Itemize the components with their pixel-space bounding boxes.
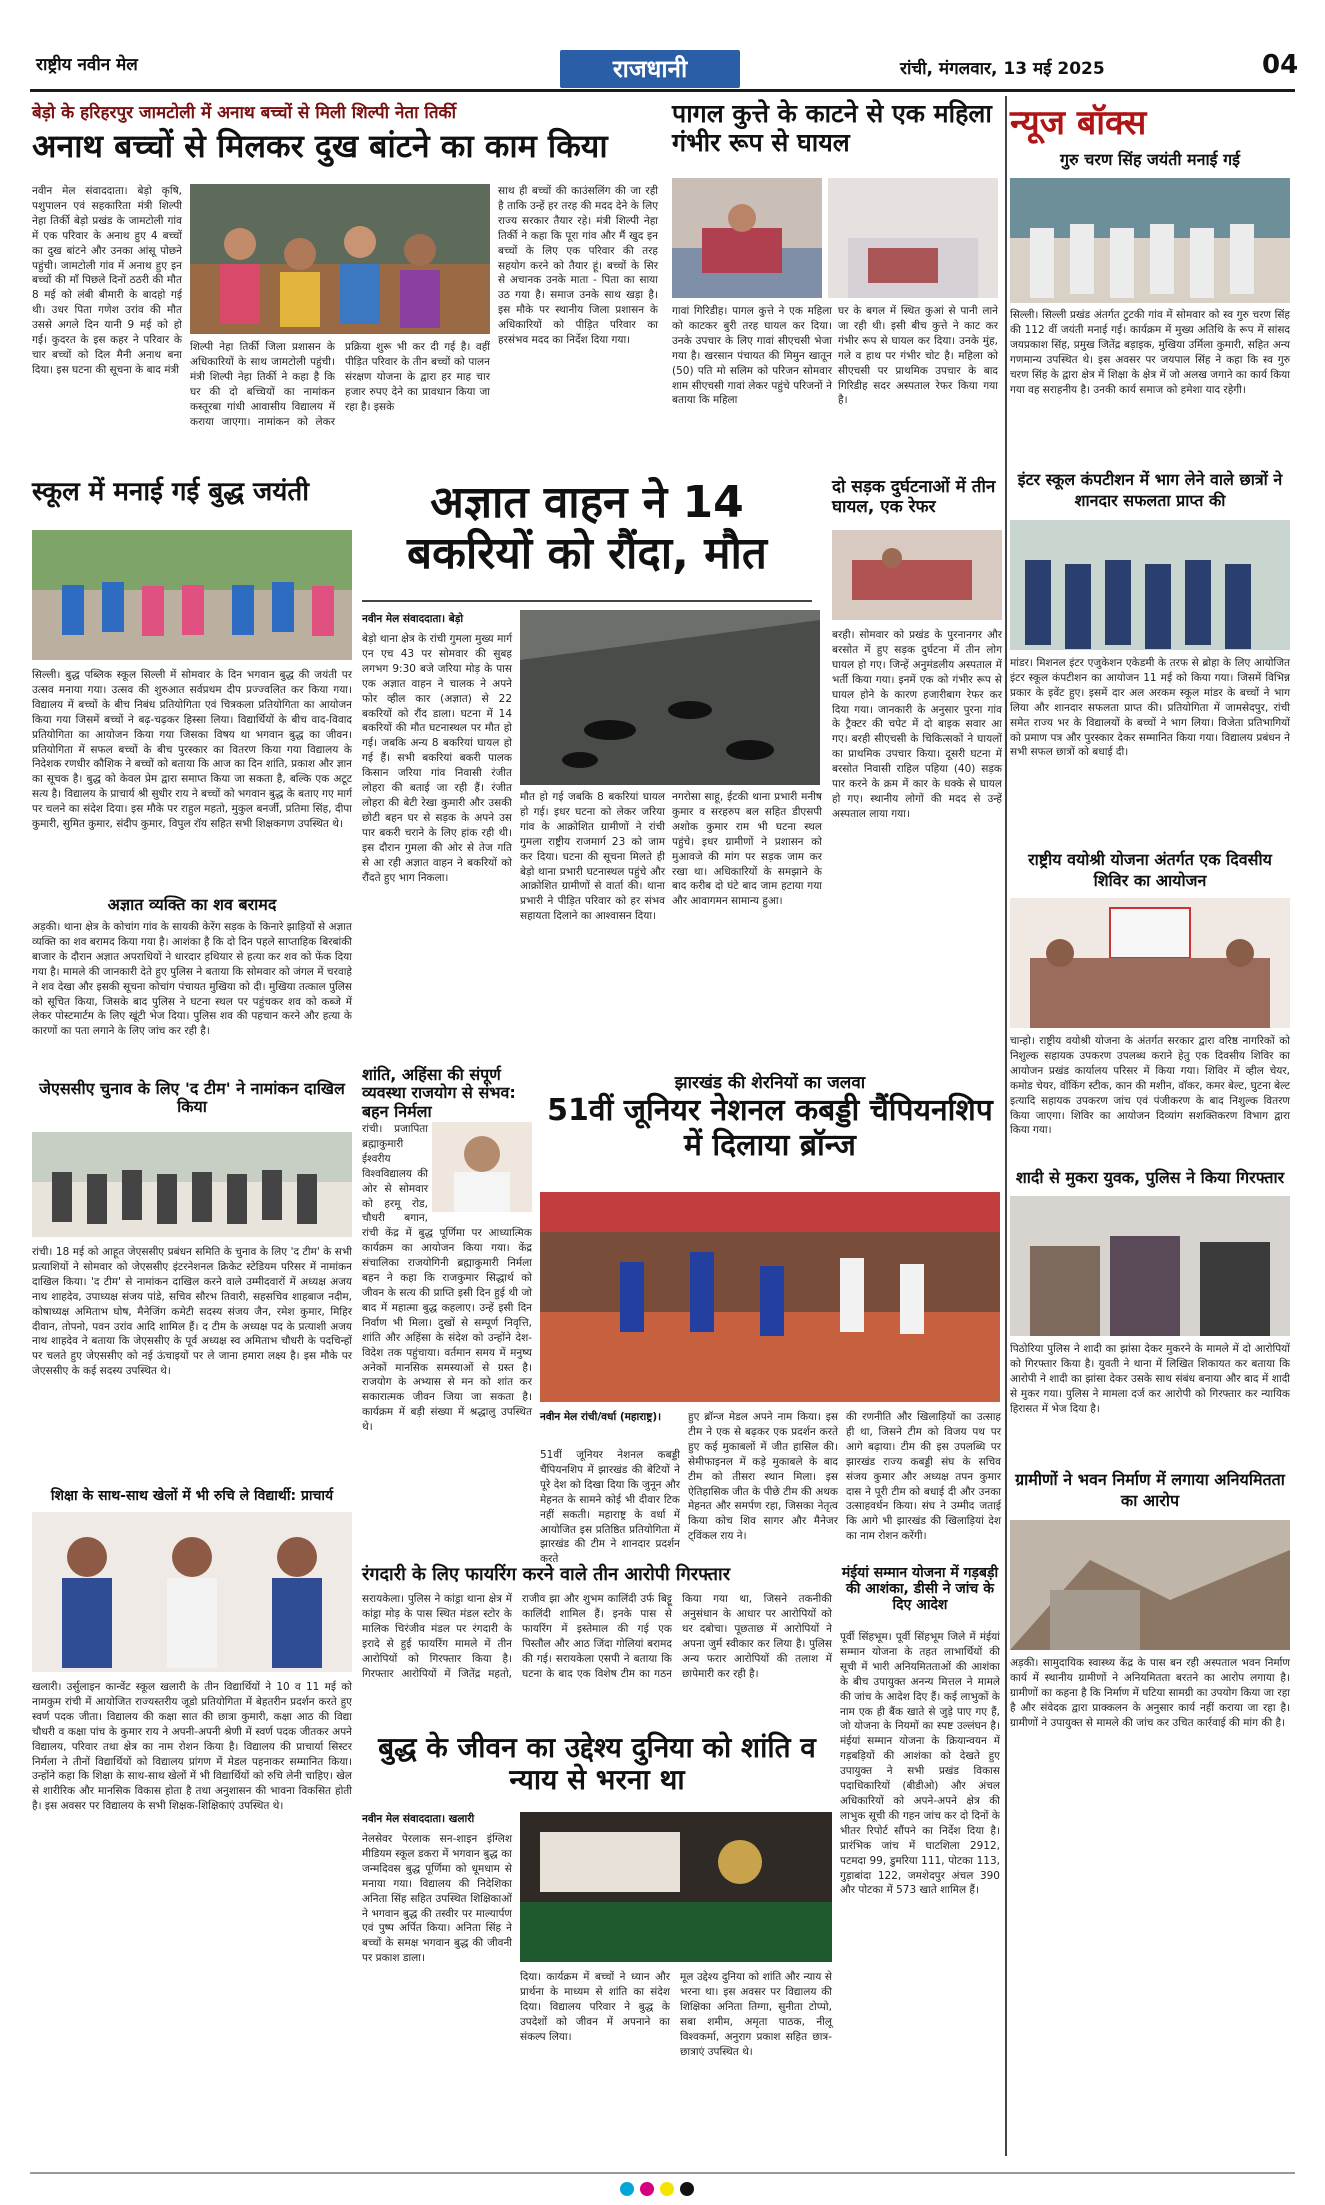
dateline: रांची, मंगलवार, 13 मई 2025 [900, 59, 1105, 79]
black-dot-icon [680, 2182, 694, 2196]
newsbox-item-5-headline: ग्रामीणों ने भवन निर्माण में लगाया अनियमितता का आरोप [1015, 1470, 1285, 1510]
newsbox-item-5-photo [1010, 1520, 1290, 1650]
orphans-body-col3: साथ ही बच्चों की काउंसलिंग की जा रही है ताकि उन्हें हर तरह की मदद देने के लिए राज्य सरकार तैयार रहे। मंत्री शिल्पी नेहा तिर्की ने कहा कि पूरा गांव और मैं खुद इन बच्चों के लिए एक परिवार की तरह सहयोग करने को तैयार हूं। बच्चों के सिर से अचानक उनके माता - पिता का साया उठ गया है। समाज उनके साथ खड़ा है। इस मौके पर स्थानीय जिला प्रशासन के अधिकारियों को पीड़ित परिवार का हरसंभव मदद का निर्देश दिया गया। [498, 185, 658, 347]
newsbox-item-1-body: सिल्ली। सिल्ली प्रखंड अंतर्गत टुटकी गांव में सोमवार को स्व गुरु चरण सिंह की 112 वीं जयंती मनाई गई। कार्यक्रम में मुख्य अतिथि के रूप में सांसद जयप्रकाश सिंह, प्रमुख जितेंद्र बड़ाइक, मुखिया उर्मिला कुमारी, सहित अन्य गणमान्य उपस्थित थे। इस अवसर पर जयपाल सिंह ने कहा कि स्व गुरु चरण सिंह के द्वारा क्षेत्र में शिक्षा के क्षेत्र में जो अलख जगाने का कार्य किया गया वह सराहनीय है। उनकी कार्य समाज को हमेशा याद रहेगी। [1010, 309, 1290, 396]
jsca-headline: जेएससीए चुनाव के लिए 'द टीम' ने नामांकन दाखिल किया [39, 1079, 345, 1117]
goats-byline: नवीन मेल संवाददाता। बेड़ो [362, 613, 464, 625]
kabaddi-kicker: झारखंड की शेरनियों का जलवा [674, 1073, 866, 1093]
cyan-dot-icon [620, 2182, 634, 2196]
section-label: राजधानी [560, 50, 740, 88]
body-found-headline: अज्ञात व्यक्ति का शव बरामद [107, 895, 277, 914]
dog-body-col1: गावां गिरिडीह। पागल कुत्ते ने एक महिला को काटकर बुरी तरह घायल कर दिया। उनके उपचार के लिए गावां सीएचसी भेजा गया है। खरसान पंचायत की मिमुन खातून (50) पति मो सलिम को परिजन सोमवार शाम सीएचसी गावां लेकर पहुंचे परिजनों ने बताया कि महिला [672, 305, 832, 407]
accidents-photo [832, 530, 1002, 620]
dog-photo [672, 178, 822, 298]
newsbox-item-3-photo [1010, 898, 1290, 1028]
buddha-life-body-col3: मूल उद्देश्य दुनिया को शांति और न्याय से भरना था। इस अवसर पर विद्यालय की शिक्षिका अनिता तिग्गा, सुनीता टोप्पो, सबा शमीम, अमृता पाठक, नीलू विश्वकर्मा, अनुराग प्रकाश सहित छात्र-छात्राएं उपस्थित थे। [680, 1971, 832, 2058]
buddha-school-body: सिल्ली। बुद्ध पब्लिक स्कूल सिल्ली में सोमवार के दिन भगवान बुद्ध की जयंती पर उत्सव मनाया गया। उत्सव की शुरुआत सर्वप्रथम दीप प्रज्ज्वलित कर किया गया। विद्यालय में बच्चों के बीच निबंध प्रतियोगिता एवं चित्रकला प्रतियोगिता का आयोजन किया गया जिसमें बच्चों ने बढ़-चढ़कर हिस्सा लिया। विद्यार्थियों के बीच वाद-विवाद प्रतियोगिता का आयोजन किया गया जिसका विषय था भगवान बुद्ध का जीवन। प्रतियोगिता में सफल बच्चों के बीच पुरस्कार का वितरण किया गया विद्यालय के निदेशक रणधीर कौशिक ने बच्चों को बताया कि आज का दिन शांति, प्रकाश और ज्ञान का सूचक है। बुद्ध को केवल प्रेम द्वारा समाप्त किया जा सकता है, बल्कि एक अटूट सत्य है। विद्यालय के प्राचार्य श्री सुधीर राय ने बच्चों को भगवान बुद्ध के बताए गए मार्ग पर चलने का संदेश दिया। इस मौके पर राहुल महतो, मुकुल बनर्जी, प्रतिमा सिंह, दीपा कुमारी, सुमित कुमार, संदीप कुमार, विपुल रॉय सहित सभी शिक्षकगण उपस्थित थे। [32, 669, 352, 831]
footer-rule [30, 2172, 1295, 2174]
firing-body: सरायकेला। पुलिस ने कांड्रा थाना क्षेत्र में कांड्रा मोड़ के पास स्थित मंडल स्टोर के मालिक चिरंजीव मंडल पर रंगदारी के इरादे से हुई फायरिंग मामले में तीन आरोपियों को गिरफ्तार किया है। गिरफ्तार आरोपियों में जितेंद्र महतो, राजीव झा और शुभम कालिंदी उर्फ बिट्टू कालिंदी शामिल हैं। इनके पास से फायरिंग में इस्तेमाल की गई एक पिस्तौल और आठ जिंदा गोलियां बरामद की गई। सरायकेला एसपी ने बताया कि घटना के बाद एक विशेष टीम का गठन किया गया था, जिसने तकनीकी अनुसंधान के आधार पर आरोपियों को धर दबोचा। पूछताछ में आरोपियों ने अपना जुर्म स्वीकार कर लिया है। पुलिस अन्य फरार आरोपियों की तलाश में छापेमारी कर रही है। [362, 1593, 832, 1680]
buddha-life-headline: बुद्ध के जीवन का उद्देश्य दुनिया को शांति व न्याय से भरना था [378, 1731, 816, 1797]
newsbox-item-2-photo [1010, 520, 1290, 650]
buddha-life-byline: नवीन मेल संवाददाता। खलारी [362, 1813, 475, 1825]
buddha-life-body-col1: नेलसेवर पेरलाक सन-शाइन इंग्लिश मीडियम स्कूल डकरा में भगवान बुद्ध का जन्मदिवस बुद्ध पूर्णिमा को धूमधाम से मनाया गया। विद्यालय की निदेशिका अनिता सिंह सहित उपस्थित शिक्षिकाओं ने भगवान बुद्ध की तस्वीर पर माल्यार्पण एवं पुष्प अर्पित किया। अनिता सिंह ने बच्चों के समक्ष भगवान बुद्ध की जीवनी पर प्रकाश डाला। [362, 1833, 512, 1965]
students-body: खलारी। उर्सुलाइन कान्वेंट स्कूल खलारी के तीन विद्यार्थियों ने 10 व 11 मई को नामकुम रांची में आयोजित राज्यस्तरीय जूडो प्रतियोगिता में बेहतरीन प्रदर्शन करते हुए स्वर्ण पदक जीता। विद्यालय की कक्षा सात की छात्रा कुमारी, कक्षा आठ की विद्या चौधरी व कक्षा पांच के कुमार राय ने अपनी-अपनी श्रेणी में स्वर्ण पदक जीतकर अपने विद्यालय, परिवार तथा क्षेत्र का नाम रोशन किया है। विद्यालय की प्राचार्या सिस्टर निर्मला ने तीनों विद्यार्थियों को विद्यालय प्रांगण में मेडल पहनाकर सम्मानित किया। उन्होंने कहा कि शिक्षा के साथ-साथ खेलों में भी विद्यार्थियों को रुचि लेनी चाहिए। खेल से शारीरिक और मानसिक विकास होता है तथा अनुशासन की भावना विकसित होती है। इस अवसर पर विद्यालय के सभी शिक्षक-शिक्षिकाएं उपस्थित थे। [32, 1681, 352, 1813]
body-found-body: अड़की। थाना क्षेत्र के कोचांग गांव के सायकी केरेंग सड़क के किनारे झाड़ियों से अज्ञात व्यक्ति का शव बरामद किया गया है। आशंका है कि दो दिन पहले साप्ताहिक बिरबांकी बाजार के दौरान अज्ञात अपराधियों ने धारदार हथियार से हत्या कर शव को फेंक दिया गया है। मामले की जानकारी देते हुए पुलिस ने बताया कि सोमवार को जंगल में चरवाहे ने शव देखा और इसकी सूचना कोचांग पंचायत मुखिया को दी। मुखिया तत्काल पुलिस को सूचित किया, जिसके बाद पुलिस ने घटना स्थल पर पहुंचकर शव को कब्जे में लेकर पोस्टमार्टम के लिए खूंटी भेज दिया। पुलिस शव की पहचान करने और हत्या के कारणों का पता लगाने के लिए जांच कर रही है। [32, 921, 352, 1038]
kabaddi-photo [540, 1192, 1000, 1402]
newsbox-item-4-body: पिठोरिया पुलिस ने शादी का झांसा देकर मुकरने के मामले में दो आरोपियों को गिरफ्तार किया है। युवती ने थाना में लिखित शिकायत कर बताया कि आरोपी ने शादी का झांसा देकर उसके साथ संबंध बनाया और बाद में शादी से मुकर गया। पुलिस ने मामला दर्ज कर आरोपी को गिरफ्तार कर न्यायिक हिरासत में भेज दिया है। [1010, 1343, 1290, 1415]
newsbox-item-3-body: चान्हो। राष्ट्रीय वयोश्री योजना के अंतर्गत सरकार द्वारा वरिष्ठ नागरिकों को निशुल्क सहायक उपकरण उपलब्ध कराने हेतु एक दिवसीय शिविर का आयोजन प्रखंड कार्यालय परिसर में किया गया। शिविर में व्हील चेयर, कमोड चेयर, वॉकिंग स्टीक, कान की मशीन, वॉकर, कमर बेल्ट, घुटना बेल्ट इत्यादि सहायक उपकरण जांच एवं पंजीकरण के बाद निशुल्क वितरण किया जाएगा। शिविर का आयोजन दिव्यांग सशक्तिकरण विभाग द्वारा किया गया। [1010, 1035, 1290, 1137]
newsbox-item-2-headline: इंटर स्कूल कंपटीशन में भाग लेने वाले छात्रों ने शानदार सफलता प्राप्त की [1017, 470, 1283, 510]
goats-body-col3: नगरोसा साहू, ईटकी थाना प्रभारी मनीष कुमार व सरहरुप बल सहित डीएसपी अशोक कुमार राम भी घटना स्थल पहुंचे। इधर ग्रामीणों ने प्रशासन को मुआवजे की मांग पर सड़क जाम कर रखा था। अधिकारियों के समझाने के बाद करीब दो घंटे बाद जाम हटाया गया और आवागमन सामान्य हुआ। [672, 791, 822, 908]
goats-photo [520, 610, 820, 785]
newsbox-item-4-photo [1010, 1196, 1290, 1336]
orphans-kicker: बेड़ो के हरिहरपुर जामटोली में अनाथ बच्चों से मिली शिल्पी नेता तिर्की [32, 103, 456, 123]
newsbox-item-1-headline: गुरु चरण सिंह जयंती मनाई गई [1060, 150, 1240, 169]
goats-body-col1: बेड़ो थाना क्षेत्र के रांची गुमला मुख्य मार्ग एन एच 43 पर सोमवार की सुबह लगभग 9:30 बजे जरिया मोड़ के पास एक अज्ञात वाहन ने चालक ने अपने फोर व्हील कार (अज्ञात) से 22 बकरियों को रौंद डाला। घटना में 14 बकरियों की मौत घटनास्थल पर मौत हो गई। जबकि अन्य 8 बकरियां घायल हो गई हैं। सभी बकरियां बकरी पालक किसान जरिया गांव निवासी रंजीत लोहरा की बताई जा रही हैं। रंजीत लोहरा की बेटी रेखा कुमारी और उसकी छोटी बहन घर से सड़क के अपने उस पार बकरी चराने के लिए हांक रही थी। इस दौरान गुमला की ओर से तेज गति से आ रही अज्ञात वाहन ने बकरियों को रौंदते हुए भाग निकला। [362, 633, 512, 884]
newsbox-item-3-headline: राष्ट्रीय वयोश्री योजना अंतर्गत एक दिवसीय शिविर का आयोजन [1028, 850, 1272, 890]
dog-body-col2: घर के बगल में स्थित कुआं से पानी लाने जा रही थी। इसी बीच कुत्ते ने काट कर गंभीर रूप से घायल कर दिया। उनके मुंह, गले व हाथ पर गंभीर चोट है। महिला को सीएचसी पर प्राथमिक उपचार के बाद गिरिडीह सदर अस्पताल रेफर किया गया है। [838, 305, 998, 407]
newspaper-brand: राष्ट्रीय नवीन मेल [36, 55, 138, 75]
buddha-school-headline: स्कूल में मनाई गई बुद्ध जयंती [32, 477, 309, 507]
maiyan-body: पूर्वी सिंहभूम। पूर्वी सिंहभूम जिले में मंईयां सम्मान योजना के तहत लाभार्थियों की सूची में भारी अनियमितताओं की आशंका के बीच उपायुक्त अनन्य मित्तल ने मामले की जांच के आदेश दिए हैं। कई लाभुकों के नाम एक ही बैंक खाते से जुड़े पाए गए हैं, जो योजना के नियमों का स्पष्ट उल्लंघन है। मंईयां सम्मान योजना के क्रियान्वयन में गड़बड़ियों की आशंका को देखते हुए उपायुक्त ने सभी प्रखंड विकास पदाधिकारियों (बीडीओ) और अंचल अधिकारियों को अपने-अपने क्षेत्र की लाभुक सूची की गहन जांच कर दो दिनों के भीतर रिपोर्ट सौंपने का निर्देश दिया है। प्रारंभिक जांच में घाटशिला 2912, पटमदा 99, डुमरिया 111, पोटका 113, गुड़ाबांदा 122, जमशेदपुर अंचल 390 और पोटका में 573 खाते शामिल हैं। [840, 1631, 1000, 1897]
accidents-headline: दो सड़क दुर्घटनाओं में तीन घायल, एक रेफर [832, 477, 996, 517]
buddha-school-photo [32, 530, 352, 660]
dog-photo-2 [828, 178, 998, 298]
students-photo [32, 1512, 352, 1672]
orphans-body-col2: शिल्पी नेहा तिर्की जिला प्रशासन के अधिकारियों के साथ जामटोली पहुंची। मंत्री शिल्पी नेहा तिर्की ने कहा है कि घर की दो बच्चियों का नामांकन कस्तूरबा गांधी आवासीय विद्यालय में कराया जाएगा। नामांकन को लेकर प्रक्रिया शुरू भी कर दी गई है। वहीं पीड़ित परिवार के तीन बच्चों को पालन संरक्षण योजना के द्वारा हर माह चार हजार रुपए देने का प्रावधान किया जा रहा है। इसके [190, 341, 490, 428]
news-box-title: न्यूज बॉक्स [1010, 103, 1147, 143]
goats-rule [362, 600, 812, 602]
firing-headline: रंगदारी के लिए फायरिंग करने वाले तीन आरोपी गिरफ्तार [362, 1564, 731, 1585]
kabaddi-body-col2: हुए ब्रॉन्ज मेडल अपने नाम किया। इस टीम ने एक से बढ़कर एक प्रदर्शन करते हुए कई मुकाबलों में जीत हासिल की। सेमीफाइनल में कड़े मुकाबले के बाद टीम को तीसरा स्थान मिला। इस ऐतिहासिक जीत के पीछे टीम की अथक मेहनत और समर्पण रहा, जिसका नेतृत्व किया कोच शिव सागर और मैनेजर ट्विंकल राय ने। [688, 1411, 838, 1543]
jsca-photo [32, 1132, 352, 1237]
students-headline: शिक्षा के साथ-साथ खेलों में भी रुचि ले विद्यार्थी: प्राचार्य [50, 1488, 334, 1504]
accidents-body: बरही। सोमवार को प्रखंड के पुरनानगर और बरसोत में हुए सड़क दुर्घटना में तीन लोग घायल हो गए। जिन्हें अनुमंडलीय अस्पताल में भर्ती किया गया। इनमें एक को गंभीर रूप से घायल होने के कारण हजारीबाग रेफर कर दिया गया। जानकारी के अनुसार पुरना गांव के ट्रैक्टर की चपेट में दो बाइक सवार आ गए। बरही सीएचसी के चिकित्सकों ने घायलों का प्राथमिक उपचार किया। दूसरी घटना में बरसोत निवासी राहिल पहिया (40) सड़क पार करने के क्रम में कार के धक्के से घायल हो गए। स्थानीय लोगों की मदद से उन्हें अस्पताल लाया गया। [832, 629, 1002, 820]
buddha-life-photo [520, 1812, 832, 1962]
kabaddi-headline: 51वीं जूनियर नेशनल कबड्डी चैंपियनशिप में दिलाया ब्रॉन्ज [547, 1093, 993, 1163]
buddha-life-body-col2: दिया। कार्यक्रम में बच्चों ने ध्यान और प्रार्थना के माध्यम से शांति का संदेश दिया। विद्यालय परिवार ने बुद्ध के उपदेशों को जीवन में अपनाने का संकल्प लिया। [520, 1971, 670, 2043]
newsbox-item-2-body: मांडर। मिशनल इंटर एजुकेशन एकेडमी के तरफ से ब्रोहा के लिए आयोजित इंटर स्कूल कंपटीशन का आयोजन 11 मई को किया गया। जिसमें विभिन्न प्रकार के इवेंट हुए। इसमें दार अल अरकम स्कूल मांडर के बच्चों ने भाग लिया और शानदार सफलता प्राप्त की। प्रतियोगिता में जामसेदपुर, रांची समेत राज्य भर के विद्यालयों के बच्चों ने भाग लिया। विजेता प्रतिभागियों को प्रमाण पत्र और पुरस्कार देकर सम्मानित किया गया। विद्यालय प्रबंधन ने सभी सफल छात्रों को बधाई दी। [1010, 657, 1290, 759]
brahmakumari-headline: शांति, अहिंसा की संपूर्ण व्यवस्था राजयोग से संभव: बहन निर्मला [362, 1065, 516, 1121]
goats-headline: अज्ञात वाहन ने 14 बकरियों को रौंदा, मौत [406, 477, 768, 579]
jsca-body: रांची। 18 मई को आहूत जेएससीए प्रबंधन समिति के चुनाव के लिए 'द टीम' के सभी प्रत्याशियों ने सोमवार को जेएससीए इंटरनेशनल क्रिकेट स्टेडियम परिसर में नामांकन दाखिल किया। 'द टीम' से नामांकन दाखिल करने वाले उम्मीदवारों में अध्यक्ष अजय नाथ शाहदेव, उपाध्यक्ष संजय पांडे, सचिव सौरभ तिवारी, सहसचिव शाहबाज नदीम, कोषाध्यक्ष अमिताभ घोष, मैनेजिंग कमेटी सदस्य संजय जैन, रमेश कुमार, मिहिर दीवान, तोपनो, पवन उरांव आदि शामिल हैं। द टीम के अध्यक्ष पद के प्रत्याशी अजय नाथ शाहदेव ने बताया कि जेएससीए के पूर्व अध्यक्ष स्व अमिताभ चौधरी के पदचिन्हों पर चलते हुए जेएससीए को नई ऊंचाइयों पर ले जाना हमारा लक्ष्य है। इस मौके पर जेएससीए के कई सदस्य उपस्थित थे। [32, 1246, 352, 1378]
goats-body-col2: मौत हो गई जबकि 8 बकरियां घायल हो गई। इधर घटना को लेकर जरिया गांव के आक्रोशित ग्रामीणों ने रांची गुमला राष्ट्रीय राजमार्ग 23 को जाम कर दिया। घटना की सूचना मिलते ही बेड़ो थाना प्रभारी घटनास्थल पहुंचे और आक्रोशित ग्रामीणों से वार्ता की। थाना प्रभारी ने पीड़ित परिवार को हर संभव सहायता दिलाने का आश्वासन दिया। [520, 791, 665, 923]
yellow-dot-icon [660, 2182, 674, 2196]
kabaddi-byline: नवीन मेल रांची/वर्धा (महाराष्ट्र)। [540, 1411, 662, 1423]
orphans-headline: अनाथ बच्चों से मिलकर दुख बांटने का काम किया [32, 127, 608, 165]
orphans-photo [190, 184, 490, 334]
kabaddi-body-col3: की रणनीति और खिलाड़ियों का उत्साह ही था, जिसने टीम को विजय पथ पर आगे बढ़ाया। टीम की इस उपलब्धि पर झारखंड राज्य कबड्डी संघ के सचिव संजय कुमार और अध्यक्ष तपन कुमार दास ने पूरी टीम को बधाई दी और उनका उत्साहवर्धन किया। संघ ने उम्मीद जताई कि आगे भी झारखंड की खिलाड़ियां देश का नाम रोशन करेंगी। [846, 1411, 1001, 1543]
brahmakumari-body [362, 1122, 532, 1542]
brahmakumari-text: रांची। प्रजापिता ब्रह्माकुमारी ईश्वरीय विश्वविद्यालय की ओर से सोमवार को हरमू रोड, चौधरी बगान, रांची केंद्र में बुद्ध पूर्णिमा पर आध्यात्मिक कार्यक्रम का आयोजन किया गया। केंद्र संचालिका राजयोगिनी ब्रह्माकुमारी निर्मला बहन ने कहा कि राजकुमार सिद्धार्थ को जीवन के सत्य की प्राप्ति इसी दिन हुई थी जो बाद में महात्मा बुद्ध कहलाए। उन्हें इसी दिन निर्वाण भी मिला। दुखों से सम्पूर्ण निवृत्ति, शांति और अहिंसा के संदेश को उन्होंने देश-विदेश तक पहुंचाया। वर्तमान समय में मनुष्य अनेकों मानसिक समस्याओं से ग्रस्त है। राजयोग के अभ्यास से मन को शांत कर सकारात्मक जीवन जिया जा सकता है। कार्यक्रम में बड़ी संख्या में श्रद्धालु उपस्थित थे। [362, 1123, 532, 1434]
newsbox-item-5-body: अड़की। सामुदायिक स्वास्थ्य केंद्र के पास बन रही अस्पताल भवन निर्माण कार्य में स्थानीय ग्रामीणों ने अनियमितता बरतने का आरोप लगाया है। ग्रामीणों का कहना है कि निर्माण में घटिया सामग्री का उपयोग किया जा रहा है और संवेदक द्वारा प्राक्कलन के अनुसार कार्य नहीं कराया जा रहा है। ग्रामीणों ने उपायुक्त से मामले की जांच कर उचित कार्रवाई की मांग की है। [1010, 1657, 1290, 1729]
orphans-body-col1: नवीन मेल संवाददाता। बेड़ो कृषि, पशुपालन एवं सहकारिता मंत्री शिल्पी नेहा तिर्की बेड़ो प्रखंड के जामटोली गांव में एक परिवार के अनाथ हुए 4 बच्चों का दुख बांटने और उनका आंसू पोछने पहुंची। जामटोली गांव में अनाथ हुए इन बच्चों की माँ पिछले दिनों ठठरी की मौत 8 मई को लंबी बीमारी के बादहो गई थी। उधर पिता गणेश उरांव की मौत उससे अगले दिन यानी 9 मई को हो गई। कुदरत के इस कहर ने परिवार के चार बच्चों को दिल मैनी अनाथ बना दिया। इस घटना की सूचना के बाद मंत्री [32, 185, 182, 376]
newsbox-item-4-headline: शादी से मुकरा युवक, पुलिस ने किया गिरफ्तार [1015, 1168, 1285, 1187]
sidebar-divider [1005, 96, 1007, 2156]
page-number: 04 [1262, 50, 1299, 80]
maiyan-headline: मंईयां सम्मान योजना में गड़बड़ी की आशंका, डीसी ने जांच के दिए आदेश [841, 1565, 999, 1614]
dog-headline: पागल कुत्ते के काटने से एक महिला गंभीर रूप से घायल [672, 99, 992, 157]
magenta-dot-icon [640, 2182, 654, 2196]
newsbox-item-1-photo [1010, 178, 1290, 303]
kabaddi-body-col1: 51वीं जूनियर नेशनल कबड्डी चैंपियनशिप में झारखंड की बेटियों ने पूरे देश को दिखा दिया कि जुनून और मेहनत के सामने कोई भी दीवार टिक नहीं सकती। महाराष्ट्र के वर्धा में आयोजित इस प्रतिष्ठित प्रतियोगिता में झारखंड की टीम ने शानदार प्रदर्शन करते [540, 1449, 680, 1566]
brahmakumari-photo-spacer [428, 1122, 532, 1214]
